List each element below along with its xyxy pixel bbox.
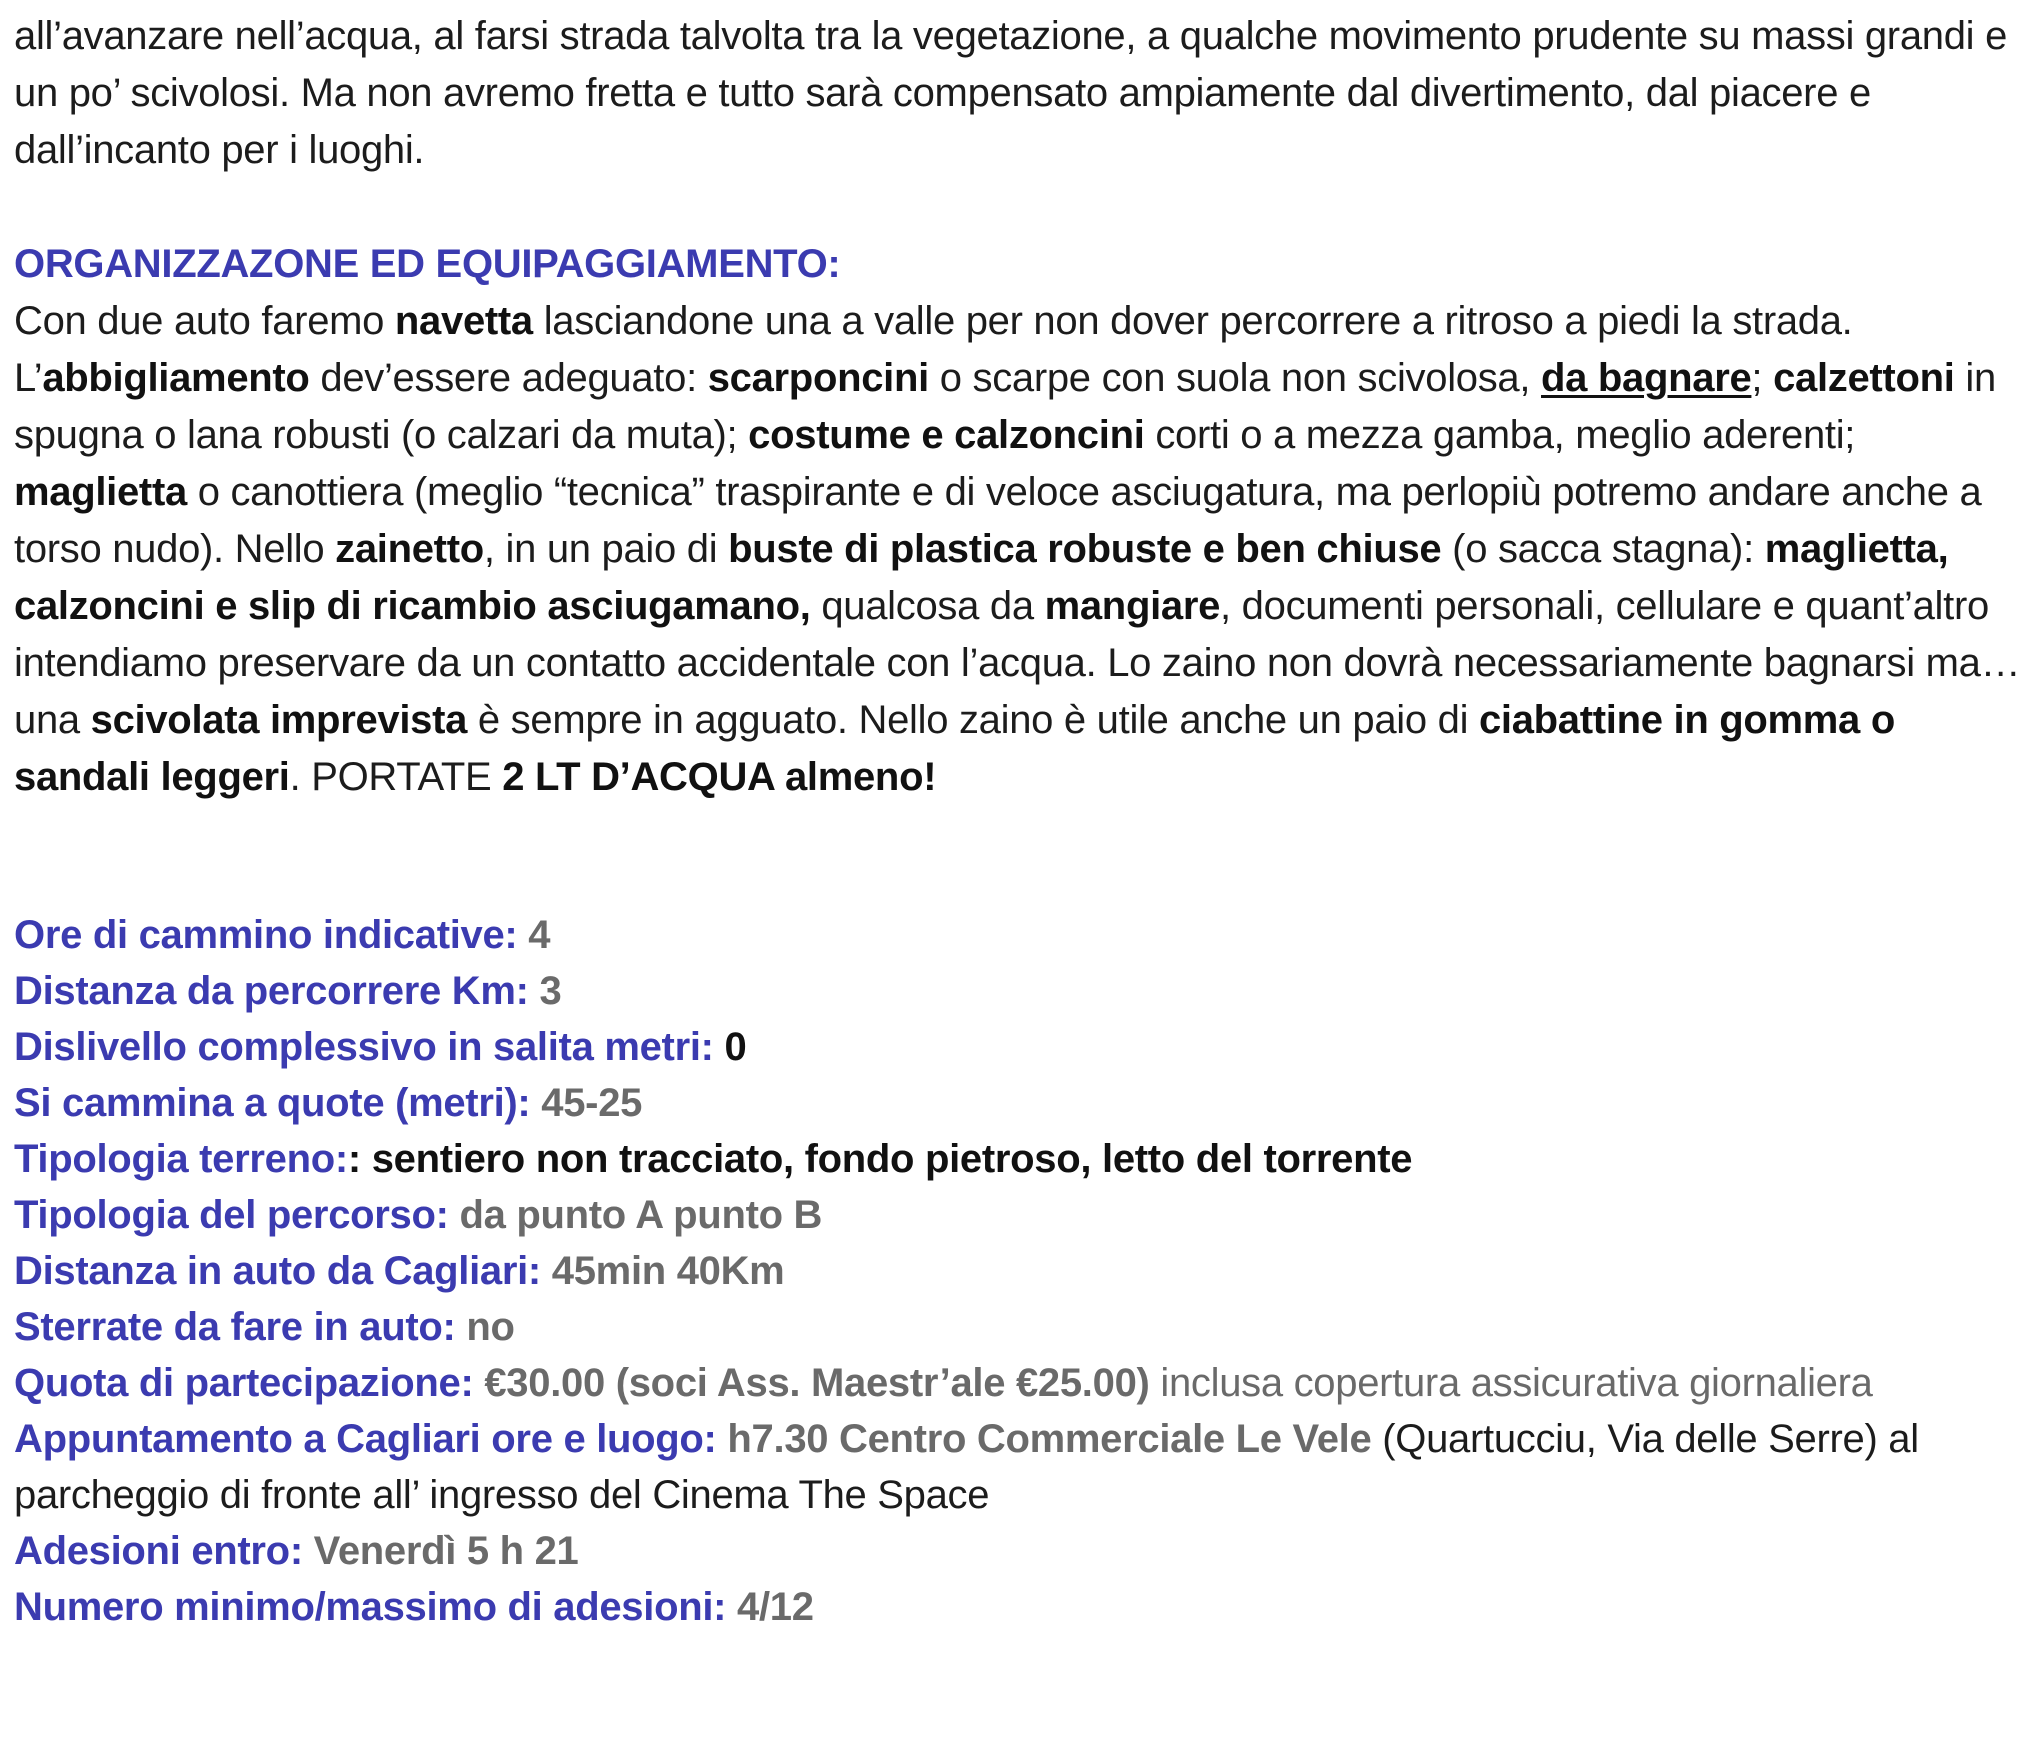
detail-value: €30.00 (soci Ass. Maestr’ale €25.00) bbox=[484, 1361, 1150, 1405]
text-run: in spugna o lana robusti (o calzari da muta); bbox=[14, 356, 1996, 457]
bold-text: scivolata imprevista bbox=[90, 698, 468, 742]
text-run: , in un paio di bbox=[483, 527, 729, 571]
detail-adesioni bbox=[14, 1523, 2024, 1579]
detail-label: Tipologia del percorso: bbox=[14, 1193, 449, 1237]
text-run: ; bbox=[1751, 356, 1774, 400]
detail-distanza-auto bbox=[14, 1243, 2024, 1299]
detail-sterrate bbox=[14, 1299, 2024, 1355]
bold-text: ciabattine in gomma o sandali leggeri bbox=[14, 698, 1895, 799]
bold-text: scarponcini bbox=[707, 356, 929, 400]
text-run: Con due auto faremo bbox=[14, 299, 395, 343]
text-run: qualcosa da bbox=[810, 584, 1045, 628]
text-run: dev’essere adeguato: bbox=[309, 356, 708, 400]
bold-text: maglietta, calzoncini e slip di ricambio asciugamano, bbox=[14, 527, 1949, 628]
detail-label: Sterrate da fare in auto: bbox=[14, 1305, 456, 1349]
detail-label: Numero minimo/massimo di adesioni: bbox=[14, 1585, 727, 1629]
detail-note: inclusa copertura assicurativa giornaliera bbox=[1160, 1361, 1873, 1405]
detail-value: : sentiero non tracciato, fondo pietroso, letto del torrente bbox=[347, 1137, 1413, 1181]
detail-label: Ore di cammino indicative: bbox=[14, 913, 518, 957]
detail-note: (Quartucciu, Via delle Serre) al parcheggio di fronte all’ ingresso del Cinema The Space bbox=[14, 1417, 1919, 1517]
bold-text: 2 LT D’ACQUA almeno! bbox=[502, 755, 937, 799]
detail-dislivello bbox=[14, 1019, 2024, 1075]
bold-text: zainetto bbox=[335, 527, 484, 571]
bold-text: maglietta bbox=[14, 470, 187, 514]
detail-appuntamento bbox=[14, 1411, 2024, 1523]
bold-text: abbigliamento bbox=[42, 356, 310, 400]
underline: da bagnare bbox=[1541, 356, 1752, 400]
text-run: è sempre in agguato. Nello zaino è utile anche un paio di bbox=[467, 698, 1479, 742]
detail-label: Quota di partecipazione: bbox=[14, 1361, 474, 1405]
detail-value: 3 bbox=[539, 969, 562, 1013]
text-run: . PORTATE bbox=[289, 755, 503, 799]
text-run: o canottiera (meglio “tecnica” traspirante e di veloce asciugatura, ma perlopiù potremo andare anche a torso nudo). Nello bbox=[14, 470, 1982, 571]
detail-numero-adesioni bbox=[14, 1579, 2024, 1635]
detail-value: 4 bbox=[528, 913, 551, 957]
detail-label: Distanza da percorrere Km: bbox=[14, 969, 529, 1013]
detail-label: Appuntamento a Cagliari ore e luogo: bbox=[14, 1417, 717, 1461]
detail-value: h7.30 Centro Commerciale Le Vele bbox=[727, 1417, 1372, 1461]
detail-label: Tipologia terreno: bbox=[14, 1137, 348, 1181]
text-run: corti o a mezza gamba, meglio aderenti; bbox=[1144, 413, 1856, 457]
detail-quota bbox=[14, 1355, 2024, 1411]
detail-value: no bbox=[466, 1305, 515, 1349]
bold-text: calzettoni bbox=[1773, 356, 1955, 400]
detail-label: Si cammina a quote (metri): bbox=[14, 1081, 531, 1125]
text-run: lasciandone una a valle per non dover percorrere a ritroso a piedi la strada. L’ bbox=[14, 299, 1853, 400]
detail-ore-cammino bbox=[14, 907, 2024, 963]
detail-value: 0 bbox=[724, 1025, 747, 1069]
detail-distanza bbox=[14, 963, 2024, 1019]
detail-quote bbox=[14, 1075, 2024, 1131]
detail-terreno bbox=[14, 1131, 2024, 1187]
text-run: o scarpe con suola non scivolosa, bbox=[928, 356, 1542, 400]
detail-value: 4/12 bbox=[737, 1585, 814, 1629]
detail-label: Distanza in auto da Cagliari: bbox=[14, 1249, 541, 1293]
detail-label: Dislivello complessivo in salita metri: bbox=[14, 1025, 714, 1069]
equipment-paragraph bbox=[14, 293, 2024, 806]
detail-label: Adesioni entro: bbox=[14, 1529, 303, 1573]
bold-text: mangiare bbox=[1044, 584, 1221, 628]
detail-value: 45min 40Km bbox=[551, 1249, 785, 1293]
detail-value: Venerdì 5 h 21 bbox=[313, 1529, 579, 1573]
detail-percorso bbox=[14, 1187, 2024, 1243]
detail-value: da punto A punto B bbox=[459, 1193, 823, 1237]
intro-paragraph: all’avanzare nell’acqua, al farsi strada talvolta tra la vegetazione, a qualche movimento prudente su massi grandi e un po’ scivolosi. Ma non avremo fretta e tutto sarà compensato ampiamente dal divertimento, dal piacere e dall’incanto per i luoghi. bbox=[14, 14, 2008, 172]
bold-underlined-text bbox=[1541, 356, 1751, 400]
trip-details-list bbox=[14, 907, 2024, 1635]
detail-value: 45-25 bbox=[541, 1081, 643, 1125]
section-heading: ORGANIZZAZONE ED EQUIPAGGIAMENTO: bbox=[14, 242, 841, 286]
text-run: , documenti personali, cellulare e quant’altro intendiamo preservare da un contatto accidentale con l’acqua. Lo zaino non dovrà necessariamente bagnarsi ma… una bbox=[14, 584, 2021, 742]
bold-text: navetta bbox=[394, 299, 533, 343]
text-run: (o sacca stagna): bbox=[1441, 527, 1765, 571]
bold-text: costume e calzoncini bbox=[748, 413, 1145, 457]
bold-text: buste di plastica robuste e ben chiuse bbox=[728, 527, 1442, 571]
